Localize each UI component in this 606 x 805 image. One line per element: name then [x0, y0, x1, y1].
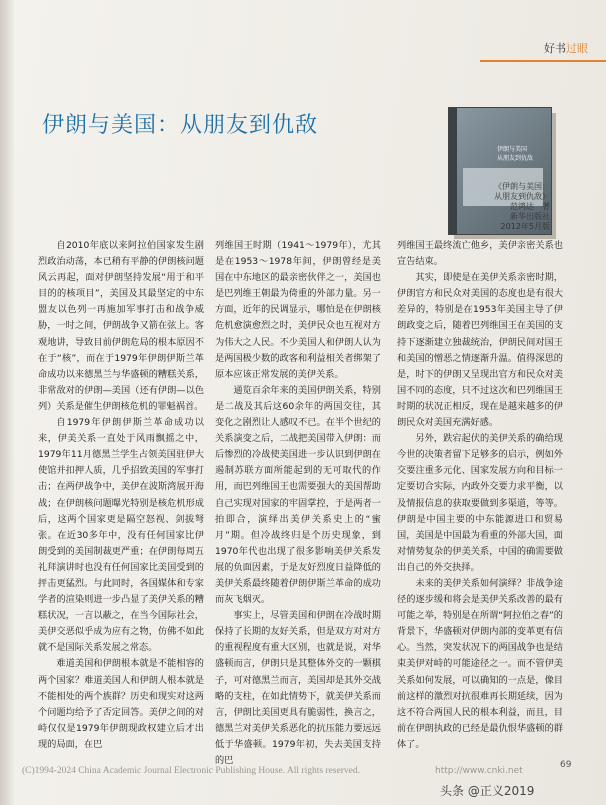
section-header-prefix: 好书 — [544, 42, 566, 55]
caption-author: 范鸿达 著 — [510, 202, 550, 211]
section-header — [544, 40, 588, 56]
caption-line: 从朋友到仇敌》 — [494, 192, 550, 201]
book-cover-title: 伊朗与美国 — [497, 146, 528, 153]
book-spine — [449, 108, 457, 234]
page-number: 69 — [560, 760, 572, 770]
section-header-rule — [480, 60, 606, 62]
text-column-3 — [397, 238, 563, 753]
text-column-2 — [215, 238, 381, 769]
text-column-1 — [38, 238, 204, 753]
paragraph: 另外，跌宕起伏的美伊关系的确给现今世的决策者留下足够多的启示，例如外交要注重多元化、国家发展方向和目标一定要切合实际，内政外交要力求平衡，以及情报信息的获取要做到多渠道，等等。伊朗是中国主要的中东能源进口和贸易国，美国是中国最为看重的外部大国，面对情势复杂的伊美关系，中国的确需要做出自己的外交抉择。 — [397, 433, 563, 573]
paragraph: 列维国王最终流亡他乡，美伊亲密关系也宣告结束。 — [397, 240, 563, 268]
copyright-notice: (C)1994-2024 China Academic Journal Electronic Publishing House. All rights reserved. — [22, 766, 360, 776]
paragraph: 自2010年底以来阿拉伯国家发生剧烈政治动荡，本已稍有平静的伊朗核问题风云再起，面对伊朗坚持发展“用于和平目的的核项目”，美国及其最坚定的中东盟友以色列一再施加军事打击和战争威胁，一时之间，伊朗战争又箭在弦上。客观地讲，导致目前伊朗危局的根本原因不在于“核”，而在于1979年伊朗伊斯兰革命成功以来德黑兰与华盛顿的糟糕关系，非常敌对的伊朗—美国（还有伊朗—以色列）关系是催生伊朗核危机的罪魁祸首。 — [38, 240, 204, 412]
paragraph: 列维国王时期（1941～1979年），尤其是在1953～1978年间，伊朗曾经是美国在中东地区的最亲密伙伴之一，美国也是巴列维王朝最为倚重的外部力量。另一方面，近年的民调显示，哪怕是在伊朗核危机愈演愈烈之时，美伊民众也互视对方为伟大之人民。不少美国人和伊朗人认为是两国极少数的政客和利益相关者绑架了原本应该正常发展的美伊关系。 — [215, 240, 381, 380]
book-cover-subtitle: 从朋友到仇敌 — [497, 155, 534, 162]
caption-date: 2012年5月版 — [500, 222, 550, 231]
paragraph: 自1979年伊朗伊斯兰革命成功以来，伊美关系一直处于风雨飘摇之中，1979年11月德黑兰学生占领美国驻伊大使馆并扣押人质，几乎招致美国的军事打击；在两伊战争中，美伊在波斯湾展开海战；在伊朗核问题曝光特别是核危机形成后，这两个国家更是隔空怒视、剑拔弩张。在近30多年中，没有任何国家比伊朗受到的美国制裁更严重；在伊朗每周五礼拜演讲时也没有任何国家比美国受到的抨击更猛烈。与此同时，各国媒体和专家学者的渲染则进一步凸显了美伊关系的糟糕状况，一言以蔽之，在当今国际社会，美伊交恶似乎成为应有之物，仿佛不如此就不是国际关系发展之常态。 — [38, 417, 204, 654]
paragraph: 未来的美伊关系如何演绎？非战争途径的逐步缓和将会是美伊关系改善的最有可能之举，特别是在所谓“阿拉伯之春”的背景下，华盛顿对伊朗内部的变革更有信心。当然，突发状况下的两国战争也是结束美伊对峙的可能途径之一。而不管伊美关系如何发展，可以确知的一点是，像目前这样的激烈对抗很难再长期延续，因为这不符合两国人民的根本利益，而且，目前在伊朗执政的已经是最仇恨华盛顿的群体了。 — [397, 577, 563, 750]
section-header-highlight: 过眼 — [566, 42, 588, 55]
paragraph: 事实上，尽管美国和伊朗在冷战时期保持了长期的友好关系，但是双方对对方的重视程度有重大区别，也就是说，对华盛顿而言，伊朗只是其整体外交的一颗棋子，可对德黑兰而言，美国却是其外交战略的支柱，在如此情势下，就美伊关系而言，伊朗比美国更具有脆弱性，换言之，德黑兰对美伊关系恶化的抗压能力要远远低于华盛顿。1979年初，失去美国支持的巴 — [215, 610, 381, 766]
source-url: http://www.cnki.net — [435, 766, 523, 776]
paragraph: 其实，即使是在美伊关系亲密时期，伊朗官方和民众对美国的态度也是有很大差异的，特别是在1953年美国主导了伊朗政变之后，随着巴列维国王在美国的支持下逐渐建立独裁统治，伊朗民间对国王和美国的憎恶之情逐渐升温。值得深思的是，时下的伊朗又呈现出官方和民众对美国不同的态度，只不过这次和巴列维国王时期的状况正相反，现在是越来越多的伊朗民众对美国充满好感。 — [397, 272, 563, 429]
binding-shadow — [0, 0, 14, 805]
paragraph: 难道美国和伊朗根本就是不能相容的两个国家？难道美国人和伊朗人根本就是不能相处的两个族群？历史和现实对这两个问题均给予了否定回答。美伊之间的对峙仅仅是1979年伊朗现政权建立后才出现的局面，在巴 — [38, 658, 204, 750]
article-title: 伊朗与美国：从朋友到仇敌 — [42, 113, 319, 138]
book-caption — [494, 182, 550, 232]
caption-publisher: 新华出版社 — [510, 212, 550, 221]
watermark: 头条 @正义2019 — [440, 784, 535, 798]
paragraph: 通览百余年来的美国伊朗关系，特别是二战及其后这60余年的两国交往，其变化之剧烈让人感叹不已。在半个世纪的关系演变之后，二战把美国带入伊朗：而后惨烈的冷战使美国进一步认识到伊朗在遏制苏联方面所能起到的无可取代的作用，而巴列维国王也需要强大的美国帮助自己实现对国家的牢固掌控，于是两者一拍即合，演绎出美伊关系史上的“蜜月”期。但冷战终归是个历史现象，到1970年代也出现了很多影响美伊关系发展的负面因素，于是友好烈度日益降低的美伊关系最终随着伊朗伊斯兰革命的成功而灰飞烟灭。 — [215, 384, 381, 606]
caption-line: 《伊朗与美国： — [494, 182, 550, 191]
